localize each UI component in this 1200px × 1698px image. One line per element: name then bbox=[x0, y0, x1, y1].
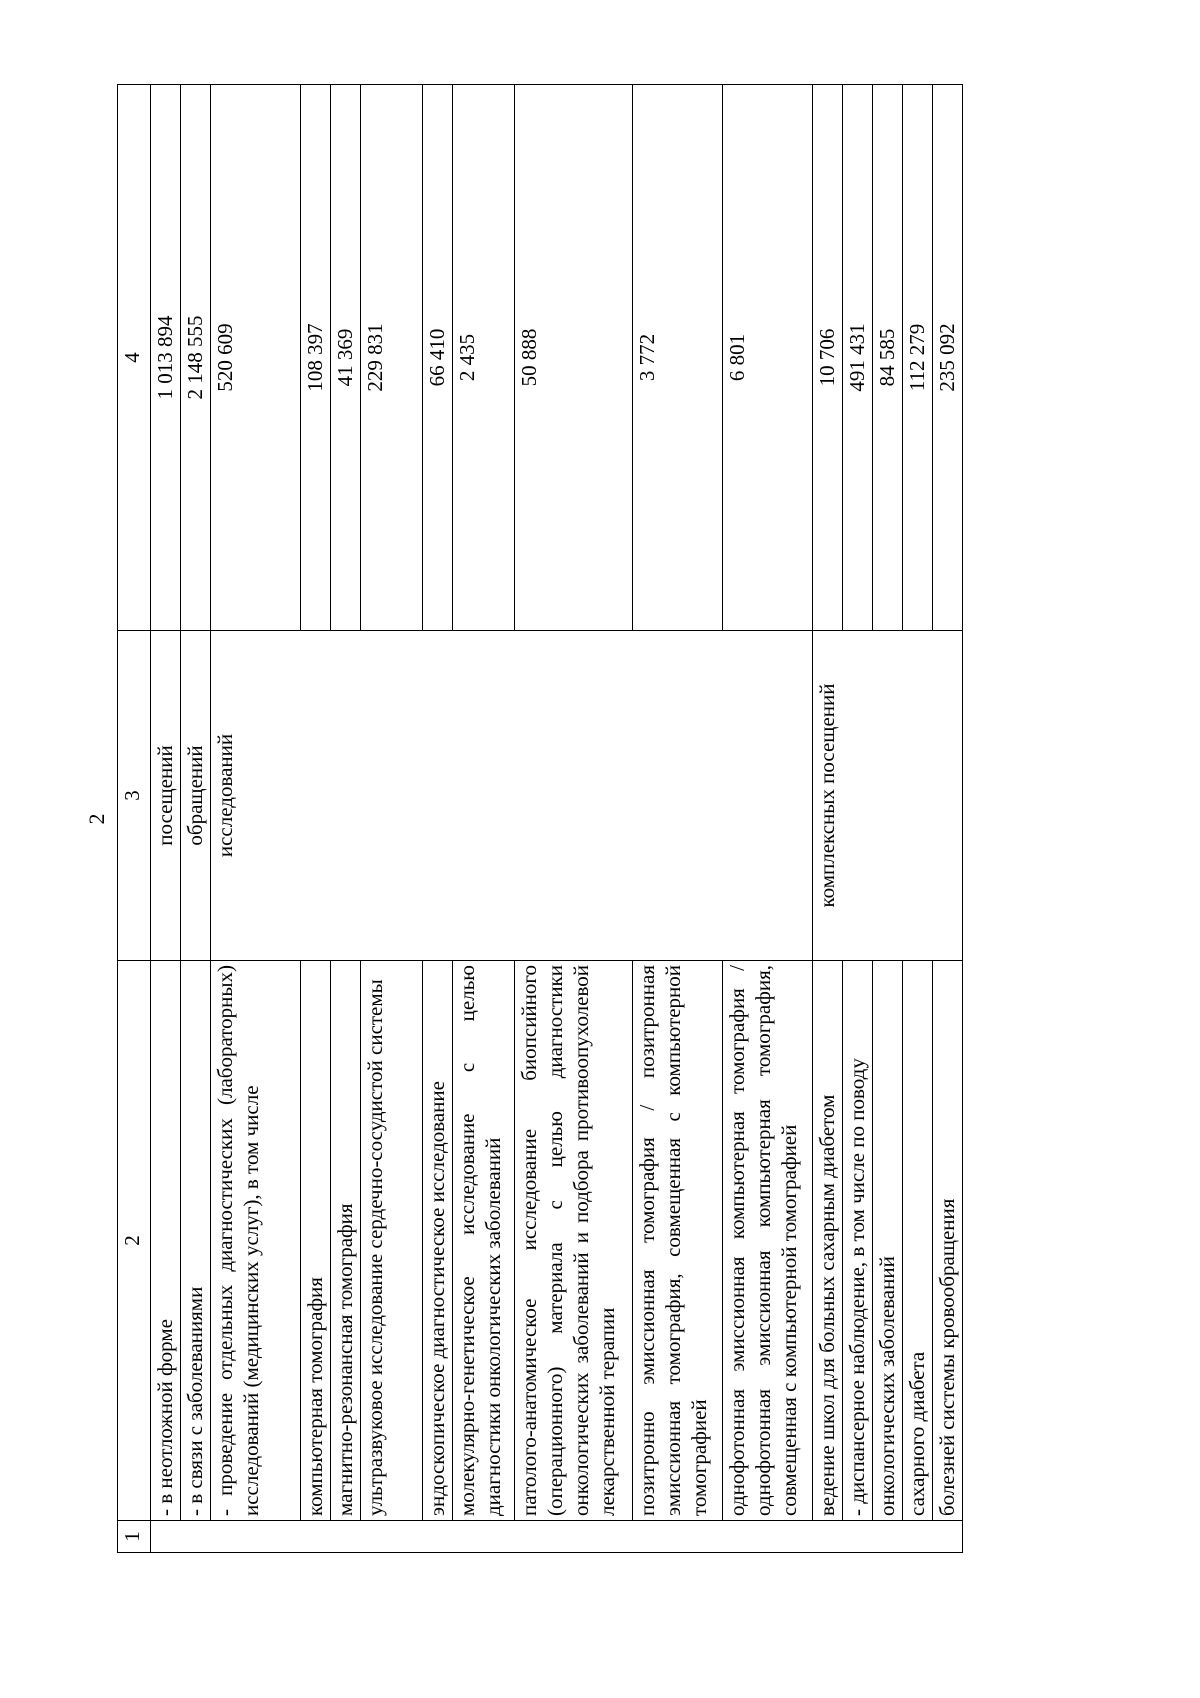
header-cell: 2 bbox=[118, 961, 151, 1521]
value-cell: 108 397 bbox=[301, 85, 331, 631]
value-cell: 6 801 bbox=[723, 85, 813, 631]
indicator-cell: онкологических заболеваний bbox=[873, 961, 903, 1521]
data-table bbox=[117, 84, 963, 1553]
unit-cell: комплексных посещений bbox=[813, 631, 963, 961]
rotated-page bbox=[117, 85, 1053, 1553]
indicator-cell: эндоскопическое диагностическое исследование bbox=[423, 961, 453, 1521]
header-cell: 3 bbox=[118, 631, 151, 961]
indicator-cell: сахарного диабета bbox=[903, 961, 933, 1521]
unit-cell: обращений bbox=[181, 631, 211, 961]
value-cell: 50 888 bbox=[515, 85, 633, 631]
table-header-row bbox=[118, 85, 151, 1553]
value-cell: 229 831 bbox=[361, 85, 423, 631]
indicator-cell: - в неотложной форме bbox=[151, 961, 181, 1521]
value-cell: 491 431 bbox=[843, 85, 873, 631]
value-cell: 3 772 bbox=[633, 85, 723, 631]
value-cell: 235 092 bbox=[933, 85, 963, 631]
indicator-cell: молекулярно-генетическое исследование с целью диагностики онкологических заболеваний bbox=[453, 961, 515, 1521]
value-cell: 2 435 bbox=[453, 85, 515, 631]
indicator-cell: - в связи с заболеваниями bbox=[181, 961, 211, 1521]
value-cell: 66 410 bbox=[423, 85, 453, 631]
indicator-cell: ведение школ для больных сахарным диабетом bbox=[813, 961, 843, 1521]
indicator-cell: однофотонная эмиссионная компьютерная томография / однофотонная эмиссионная компьютерная томография, совмещенная с компьютерной томографией bbox=[723, 961, 813, 1521]
table-row bbox=[211, 85, 301, 1553]
value-cell: 1 013 894 bbox=[151, 85, 181, 631]
indicator-cell: магнитно-резонансная томография bbox=[331, 961, 361, 1521]
indicator-cell: - диспансерное наблюдение, в том числе по поводу bbox=[843, 961, 873, 1521]
unit-cell: посещений bbox=[151, 631, 181, 961]
header-cell: 1 bbox=[118, 1521, 151, 1553]
indicator-cell: позитронно эмиссионная томография / позитронная эмиссионная томография, совмещенная с компьютерной томографией bbox=[633, 961, 723, 1521]
indicator-cell: болезней системы кровообращения bbox=[933, 961, 963, 1521]
header-cell: 4 bbox=[118, 85, 151, 631]
value-cell: 10 706 bbox=[813, 85, 843, 631]
unit-cell: исследований bbox=[211, 631, 813, 961]
value-cell: 520 609 bbox=[211, 85, 301, 631]
indicator-cell: патолого-анатомическое исследование биопсийного (операционного) материала с целью диагностики онкологических заболеваний и подбора противоопухолевой лекарственной терапии bbox=[515, 961, 633, 1521]
page-number: 2 bbox=[84, 813, 109, 825]
indicator-cell: ультразвуковое исследование сердечно-сосудистой системы bbox=[361, 961, 423, 1521]
value-cell: 112 279 bbox=[903, 85, 933, 631]
indicator-cell: - проведение отдельных диагностических (лабораторных) исследований (медицинских услуг), в том числе bbox=[211, 961, 301, 1521]
table-row bbox=[181, 85, 211, 1553]
table-row bbox=[813, 85, 843, 1553]
value-cell: 84 585 bbox=[873, 85, 903, 631]
value-cell: 2 148 555 bbox=[181, 85, 211, 631]
indicator-cell: компьютерная томография bbox=[301, 961, 331, 1521]
col1-cell bbox=[151, 1521, 963, 1553]
value-cell: 41 369 bbox=[331, 85, 361, 631]
table-row bbox=[151, 85, 181, 1553]
